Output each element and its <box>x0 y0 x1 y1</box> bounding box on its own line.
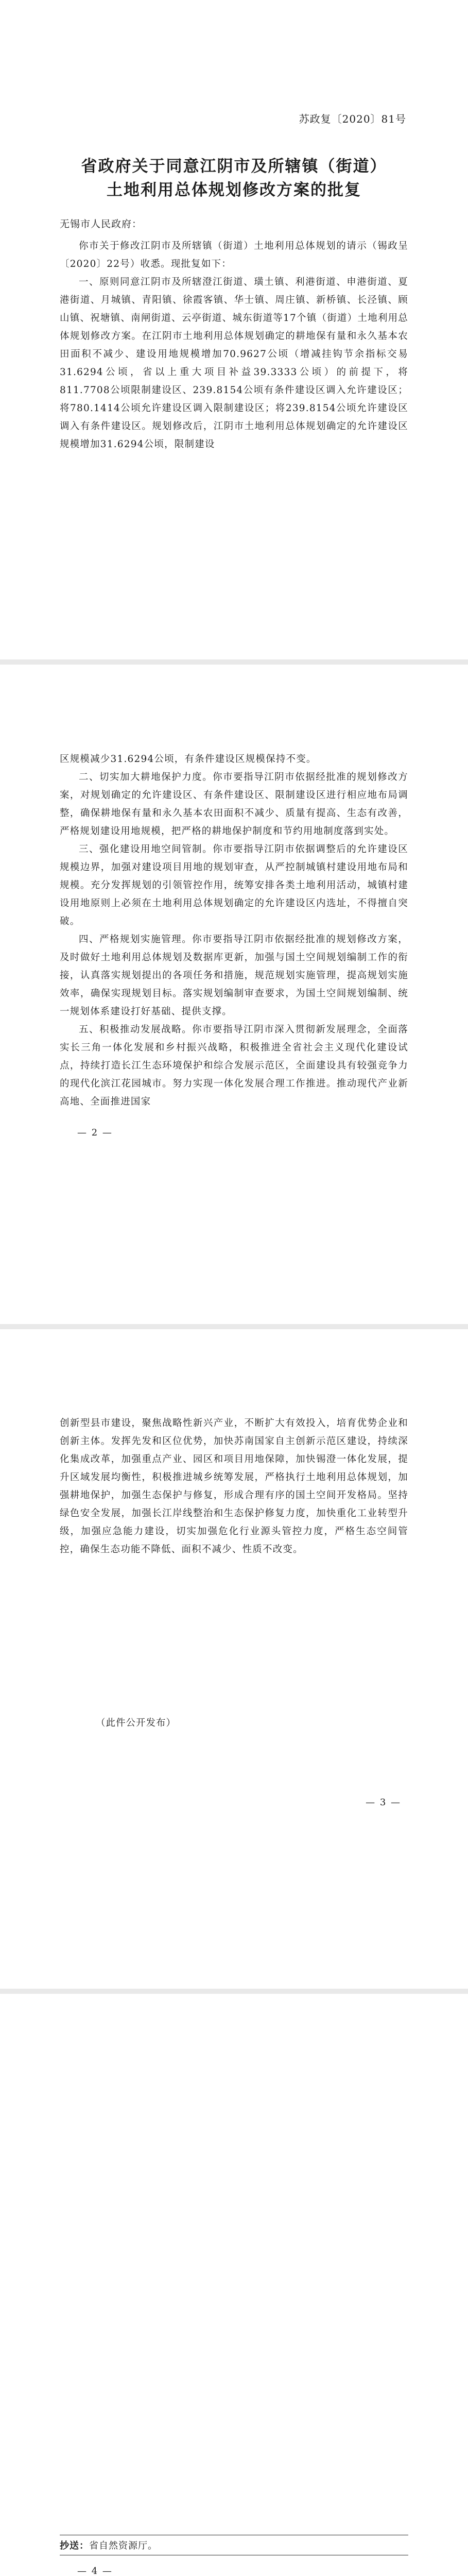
page-2 <box>0 665 468 1324</box>
paragraph: 你市关于修改江阴市及所辖镇（街道）土地利用总体规划的请示（锡政呈〔2020〕22号）收悉。现批复如下： <box>60 241 408 269</box>
page-4 <box>0 1994 468 2576</box>
page-number: — 3 — <box>366 1797 401 1808</box>
paragraph: 一、原则同意江阴市及所辖澄江街道、璜土镇、利港街道、申港街道、夏港街道、月城镇、青阳镇、徐霞客镇、华士镇、周庄镇、新桥镇、长泾镇、顾山镇、祝塘镇、南闸街道、云亭街道、城东街道等17个镇（街道）土地利用总体规划修改方案。在江阴市土地利用总体规划确定的耕地保有量和永久基本农田面积不减少、建设用地规模增加70.9627公顷（增减挂钩节余指标交易31.6294公顷，省以上重大项目补益39.3333公顷）的前提下，将811.7708公顷限制建设区、239.8154公顷有条件建设区调入允许建设区；将780.1414公顷允许建设区调入限制建设区；将239.8154公顷允许建设区调入有条件建设区。规划修改后，江阴市土地利用总体规划确定的允许建设区规模增加31.6294公顷，限制建设 <box>60 277 408 450</box>
paragraph: 三、强化建设用地空间管制。你市要指导江阴市依据调整后的允许建设区规模边界，加强对建设项目用地的规划审查，从严控制城镇村建设用地布局和规模。充分发挥规划的引领管控作用，统筹安排各类土地利用活动，城镇村建设用地原则上必须在土地利用总体规划确定的允许建设区内选址，不得擅自突破。 <box>60 844 408 927</box>
paragraph: 五、积极推动发展战略。你市要指导江阴市深入贯彻新发展理念，全面落实长三角一体化发展和乡村振兴战略，积极推进全省社会主义现代化建设试点，持续打造长江生态环境保护和综合发展示范区，全面建设具有较强竞争力的现代化滨江花园城市。努力实现一体化发展合理工作推进。推动现代产业新高地、全面推进国家 <box>60 1024 408 1107</box>
paragraph: 四、严格规划实施管理。你市要指导江阴市依据经批准的规划修改方案，及时做好土地利用总体规划及数据库更新，加强与国土空间规划编制工作的衔接，认真落实规划提出的各项任务和措施，规范规划实施管理，提高规划实施效率，确保实现规划目标。落实规划编制审查要求，为国土空间规划编制、统一规划体系建设打好基础、提供支撑。 <box>60 934 408 1017</box>
page-3-body <box>60 1414 408 1558</box>
public-release-note: （此件公开发布） <box>96 1718 177 1728</box>
title-line-2: 土地利用总体规划修改方案的批复 <box>107 181 361 199</box>
paragraph: 创新型县市建设，聚焦战略性新兴产业，不断扩大有效投入，培育优势企业和创新主体。发挥先发和区位优势，加快苏南国家自主创新示范区建设，持续深化集成改革，加强重点产业、园区和项目用地保障，加快锡澄一体化发展，提升区域发展均衡性，积极推进城乡统筹发展，严格执行土地利用总体规划，加强耕地保护，加强生态保护与修复，形成合理有序的国土空间开发格局。坚持绿色安全发展，加强长江岸线整治和生态保护修复力度，加快重化工业转型升级，加强应急能力建设，切实加强危化行业源头管控力度，严格生态空间管控，确保生态功能不降低、面积不减少、性质不改变。 <box>60 1418 408 1555</box>
paragraph: 区规模减少31.6294公顷，有条件建设区规模保持不变。 <box>60 754 317 765</box>
page-3 <box>0 1329 468 1989</box>
addressee: 无锡市人民政府： <box>60 218 143 230</box>
document-number: 苏政复〔2020〕81号 <box>299 113 406 125</box>
document-title <box>51 155 417 202</box>
cc-label: 抄送： <box>60 2540 89 2551</box>
page-1-body <box>60 237 408 453</box>
page-2-body <box>60 750 408 1111</box>
page-1 <box>0 0 468 659</box>
title-line-1: 省政府关于同意江阴市及所辖镇（街道） <box>81 157 387 176</box>
cc-recipients: 省自然资源厅。 <box>89 2540 158 2551</box>
paragraph: 二、切实加大耕地保护力度。你市要指导江阴市依据经批准的规划修改方案，对规划确定的允许建设区、有条件建设区、限制建设区进行相应地布局调整，确保耕地保有量和永久基本农田面积不减少、质量有提高、生态有改善，严格规划建设用地规模，把严格的耕地保护制度和节约用地制度落到实处。 <box>60 772 408 837</box>
page-number: — 4 — <box>77 2566 113 2576</box>
page-number: — 2 — <box>77 1127 113 1138</box>
cc-line <box>60 2535 408 2555</box>
